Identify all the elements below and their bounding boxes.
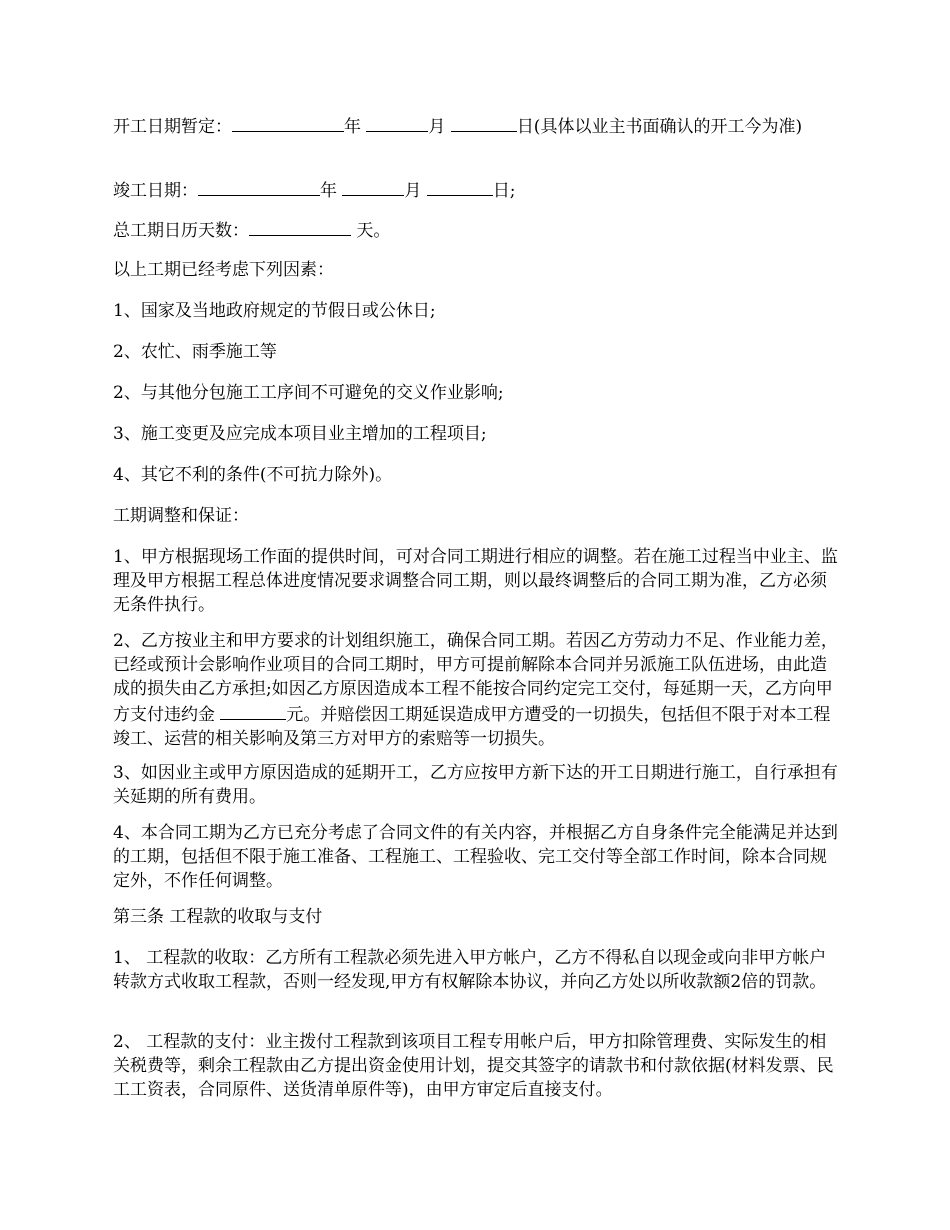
month-label: 月 — [428, 117, 446, 137]
paragraph-2-text-after: 元。并赔偿因工期延误造成甲方遭受的一切损失，包括但不限于对本工程竣工、运营的相关影响及第三方对甲方的索赔等一切损失。 — [113, 705, 831, 749]
year-label: 年 — [320, 181, 337, 201]
adjustment-paragraph-1: 1、甲方根据现场工作面的提供时间，可对合同工期进行相应的调整。若在施工过程当中业主、监理及甲方根据工程总体进度情况要求调整合同工期，则以最终调整后的合同工期为准，乙方必须无条件执行。 — [113, 547, 838, 615]
paragraph-2-text-before: 2、乙方按业主和甲方要求的计划组织施工，确保合同工期。若因乙方劳动力不足、作业能力差，已经或预计会影响作业项目的合同工期时，甲方可提前解除本合同并另派施工队伍进场，由此造成的损失由乙方承担;如因乙方原因造成本工程不能按合同约定完工交付，每延期一天，乙方向甲方支付违约金 — [113, 631, 838, 725]
factors-heading: 以上工期已经考虑下列因素： — [113, 260, 334, 280]
article-3-paragraph-1: 1、 工程款的收取：乙方所有工程款必须先进入甲方帐户，乙方不得私自以现金或向非甲方帐户转款方式收取工程款，否则一经发现,甲方有权解除本协议，并向乙方处以所收款额2倍的罚款。 — [113, 948, 827, 992]
factor-item: 3、施工变更及应完成本项目业主增加的工程项目; — [113, 424, 487, 444]
start-year-blank[interactable] — [232, 113, 344, 132]
year-label: 年 — [344, 117, 361, 137]
month-label: 月 — [404, 181, 422, 201]
factor-item: 4、其它不利的条件(不可抗力除外)。 — [113, 465, 393, 485]
end-year-blank[interactable] — [198, 177, 320, 196]
start-day-blank[interactable] — [451, 113, 517, 132]
factor-item: 1、国家及当地政府规定的节假日或公休日; — [113, 301, 436, 321]
factor-item: 2、农忙、雨季施工等 — [113, 342, 277, 362]
adjustment-heading: 工期调整和保证： — [113, 506, 249, 526]
start-day-note: 日(具体以业主书面确认的开工今为准) — [516, 117, 803, 137]
start-date-label: 开工日期暂定： — [113, 117, 232, 137]
total-days-unit: 天。 — [356, 221, 391, 241]
end-day-label: 日; — [492, 181, 516, 201]
start-date-line — [113, 113, 843, 139]
penalty-amount-blank[interactable] — [220, 701, 286, 720]
end-date-label: 竣工日期： — [113, 181, 198, 201]
total-days-blank[interactable] — [249, 217, 351, 236]
start-month-blank[interactable] — [366, 113, 428, 132]
article-3-paragraph-2: 2、 工程款的支付：业主拨付工程款到该项目工程专用帐户后，甲方扣除管理费、实际发生的相关税费等，剩余工程款由乙方提出资金使用计划，提交其签字的请款书和付款依据(材料发票、民工工资表，合同原件、送货清单原件等)，由甲方审定后直接支付。 — [113, 1032, 834, 1100]
total-days-label: 总工期日历天数： — [113, 221, 249, 241]
end-day-blank[interactable] — [427, 177, 493, 196]
end-month-blank[interactable] — [342, 177, 404, 196]
article-3-heading: 第三条 工程款的收取与支付 — [113, 907, 323, 927]
adjustment-paragraph-4: 4、本合同工期为乙方已充分考虑了合同文件的有关内容，并根据乙方自身条件完全能满足并达到的工期，包括但不限于施工准备、工程施工、工程验收、完工交付等全部工作时间，除本合同规定外，不作任何调整。 — [113, 823, 838, 891]
factor-item: 2、与其他分包施工工序间不可避免的交义作业影响; — [113, 383, 504, 403]
adjustment-paragraph-2 — [113, 629, 843, 751]
end-date-line — [113, 177, 843, 203]
total-days-line — [113, 217, 843, 243]
adjustment-paragraph-3: 3、如因业主或甲方原因造成的延期开工，乙方应按甲方新下达的开工日期进行施工，自行承担有关延期的所有费用。 — [113, 763, 838, 807]
